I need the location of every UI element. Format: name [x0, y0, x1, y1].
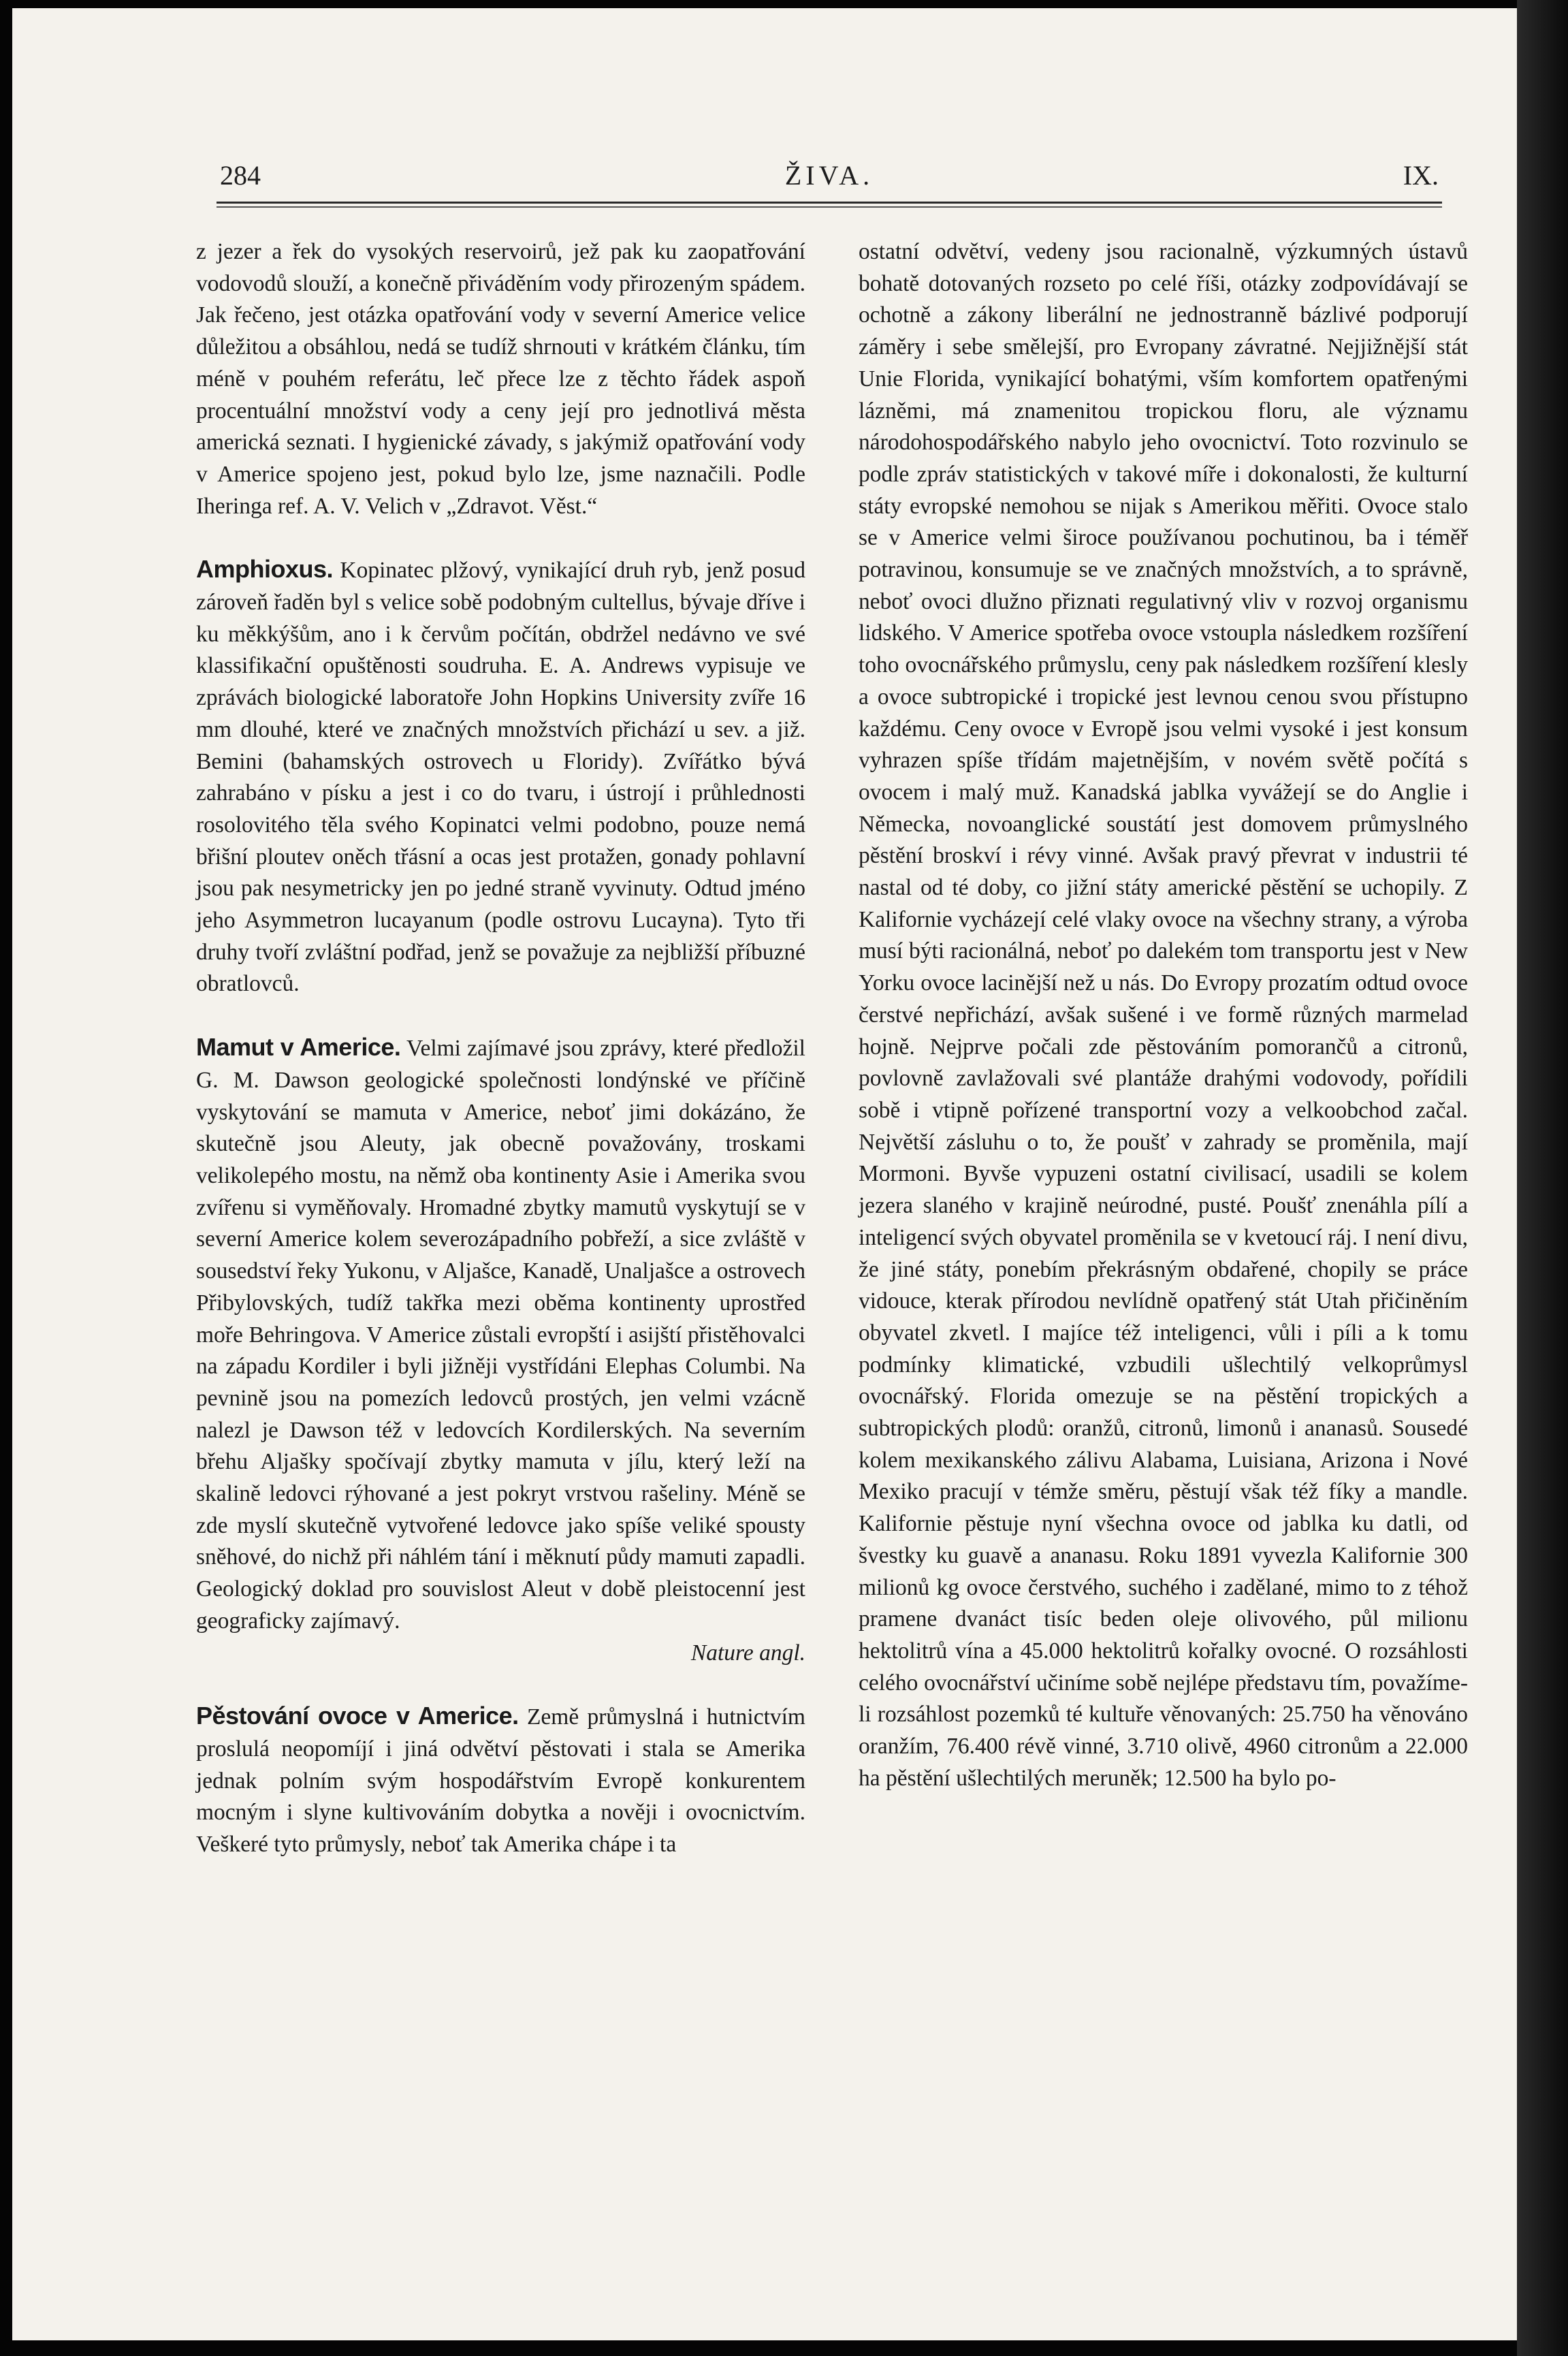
- page-number: 284: [220, 160, 261, 191]
- pestovani-text: Země průmyslná i hutnictvím proslulá neopomíjí i jiná odvětví pěstovati i stala se Amerika jednak polním svým hospodářstvím Evropě konkurentem mocným i slyne kultivováním dobytka a nověji i ovocnictvím. Veškeré tyto průmysly, neboť tak Amerika chápe i ta: [196, 1704, 805, 1858]
- mamut-text: Velmi zajímavé jsou zprávy, které předložil G. M. Dawson geologické společnosti londýnské ve příčině vyskytování se mamuta v Americe, neboť jimi dokázáno, že skutečně jsou Aleuty, jak obecně považovány, troskami velikolepého mostu, na němž oba kontinenty Asie i Amerika svou zvířenu si vyměňovaly. Hromadné zbytky mamutů vyskytují se v severní Americe kolem severozápadního pobřeží, a sice zvláště v sousedství řeky Yukonu, v Aljašce, Kanadě, Unaljašce a ostrovech Přibylovských, tudíž takřka mezi oběma kontinenty uprostřed moře Behringova. V Americe zůstali evropští i asijští přistěhovalci na západu Kordiler i byli jižněji vystřídáni Elephas Columbi. Na pevnině jsou na pomezích ledovců prostých, jen velmi vzácně nalezl je Dawson též v ledovcích Kordilerských. Na severním břehu Aljašky spočívají zbytky mamuta v jílu, který leží na skalině ledovci rýhované a jest pokryt vrstvou rašeliny. Méně se zde myslí skutečně vytvořené ledovce jako spíše veliké spousty sněhové, do nichž při náhlém tání i měknutí půdy mamuti zapadli. Geologický doklad pro souvislost Aleut v době pleistocenní jest geograficky zajímavý.: [196, 1036, 805, 1634]
- right-column: [859, 236, 1468, 1794]
- pestovani-article: [196, 1700, 805, 1861]
- left-column: [196, 236, 805, 1861]
- header-rule-thin: [217, 206, 1442, 208]
- pestovani-heading: Pěstování ovoce v Americe.: [196, 1702, 519, 1730]
- amphioxus-text: Kopinatec plžový, vynikající druh ryb, jenž posud zároveň řaděn byl s velice sobě podobným cultellus, bývaje dříve i ku měkkýšům, ano i k červům počítán, obdržel nedávno ve své klassifikační opuštěnosti soudruha. E. A. Andrews vypisuje ve zprávách biologické laboratoře John Hopkins University zvíře 16 mm dlouhé, které ve značných množstvích přichází u sev. a již. Bemini (bahamských ostrovech u Floridy). Zvířátko bývá zahrabáno v písku a jest i co do tvaru, i ústrojí i průhlednosti rosolovitého těla svého Kopinatci velmi podobno, pouze nemá břišní ploutev oněch třásní a ocas jest protažen, gonady pohlavní jsou pak nesymetricky jen po jedné straně vyvinuty. Odtud jméno jeho Asymmetron lucayanum (podle ostrovu Lucayna). Tyto tři druhy tvoří zvláštní podřad, jenž se považuje za nejbližší příbuzné obratlovců.: [196, 558, 806, 997]
- volume-number: IX.: [1403, 160, 1439, 191]
- mamut-source: Nature angl.: [690, 1640, 805, 1666]
- header-rule: [217, 202, 1442, 204]
- mamut-article: [196, 1032, 805, 1669]
- pestovani-continuation: ostatní odvětví, vedeny jsou racionalně, výzkumných ústavů bohatě dotovaných rozseto po celé říši, otázky zodpovídávají se ochotně a zákony liberální ne jednostranně bázlivé podporují záměry i sebe smělejší, pro Evropany závratné. Nejjižnější stát Unie Florida, vynikající bohatými, vším komfortem opatřenými lázněmi, má znamenitou tropickou floru, ale významu národohospodářského nabylo jeho ovocnictví. Toto rozvinulo se podle zpráv statistických v takové míře i dokonalosti, že kulturní státy evropské nemohou se nijak s Amerikou měřiti. Ovoce stalo se v Americe velmi široce používanou pochutinou, ba i téměř potravinou, konsumuje se ve značných množstvích, a to správně, neboť ovoci dlužno přiznati regulativný vliv v rozvoj organismu lidského. V Americe spotřeba ovoce vstoupla následkem rozšíření toho ovocnářského průmyslu, ceny pak následkem rozšíření klesly a ovoce subtropické i tropické jest levnou cenou svou přístupno každému. Ceny ovoce v Evropě jsou velmi vysoké i jest konsum vyhrazen spíše třídám majetnějším, v novém světě počítá s ovocem i malý muž. Kanadská jablka vyvážejí se do Anglie i Německa, novoanglické soustátí jest domovem průmyslného pěstění broskví i révy vinné. Avšak pravý převrat v industrii té nastal od té doby, co jižní státy americké pěstění se uchopily. Z Kalifornie vycházejí celé vlaky ovoce na všechny strany, a výroba musí býti racionálná, neboť po dalekém tom transportu jest v New Yorku ovoce lacinější než u nás. Do Evropy prozatím odtud ovoce čerstvé nepřichází, avšak sušené i ve formě různých marmelad hojně. Nejprve počali zde pěstováním pomorančů a citronů, povlovně zavlažovali své plantáže drahými vodovody, pořídili sobě i vtipně pořízené transportní vozy a velkoobchod začal. Největší zásluhu o to, že poušť v zahrady se proměnila, mají Mormoni. Byvše vypuzeni ostatní civilisací, usadili se kolem jezera slaného v krajině neúrodné, pusté. Poušť znenáhla pílí a inteligencí svých obyvatel proměnila se v kvetoucí ráj. I není divu, že jiné státy, ponebím překrásným obdařené, chopily se práce vidouce, kterak přírodou nevlídně opatřený stát Utah přičiněním obyvatel zkvetl. I majíce též inteligenci, vůli i píli a k tomu podmínky klimatické, vzbudili ušlechtilý velkoprůmysl ovocnářský. Florida omezuje se na pěstění tropických a subtropických plodů: oranžů, citronů, limonů i ananasů. Sousedé kolem mexikanského zálivu Alabama, Luisiana, Arizona i Nové Mexiko pracují v témže směru, pěstují však též fíky a mandle. Kalifornie pěstuje nyní všechna ovoce od jablka ku datli, od švestky ku guavě a ananasu. Roku 1891 vyvezla Kalifornie 300 milionů kg ovoce čerstvého, suchého i zadělané, mimo to z téhož pramene dvanáct tisíc beden oleje olivového, půl milionu hektolitrů vína a 45.000 hektolitrů kořalky ovocné. O rozsáhlosti celého ovocnářství učiníme sobě nejlépe představu tím, považíme-li rozsáhlost pozemků té kultuře věnovaných: 25.750 ha věnováno oranžím, 76.400 révě vinné, 3.710 olivě, 4960 citronům a 22.000 ha pěstění ušlechtilých meruněk; 12.500 ha bylo po-: [859, 239, 1468, 1791]
- amphioxus-heading: Amphioxus.: [196, 555, 334, 584]
- intro-paragraph: z jezer a řek do vysokých reservoirů, jež pak ku zaopatřování vodovodů slouží, a konečně přiváděním vody přirozeným spádem. Jak řečeno, jest otázka opatřování vody v severní Americe velice důležitou a obsáhlou, nedá se tudíž shrnouti v krátkém článku, tím méně v pouhém referátu, leč přece lze z těchto řádek aspoň procentuální množství vody a ceny její pro jednotlivá města americká seznati. I hygienické závady, s jakýmiž opatřování vody v Americe spojeno jest, pokud bylo lze, jsme naznačili. Podle Iheringa ref. A. V. Velich v „Zdravot. Věst.“: [196, 239, 805, 519]
- scan-edge: [1517, 0, 1568, 2356]
- running-header: [220, 159, 1439, 200]
- journal-page: [12, 8, 1517, 2340]
- journal-title: ŽIVA.: [784, 160, 874, 191]
- amphioxus-article: [196, 554, 805, 1000]
- mamut-heading: Mamut v Americe.: [196, 1033, 401, 1062]
